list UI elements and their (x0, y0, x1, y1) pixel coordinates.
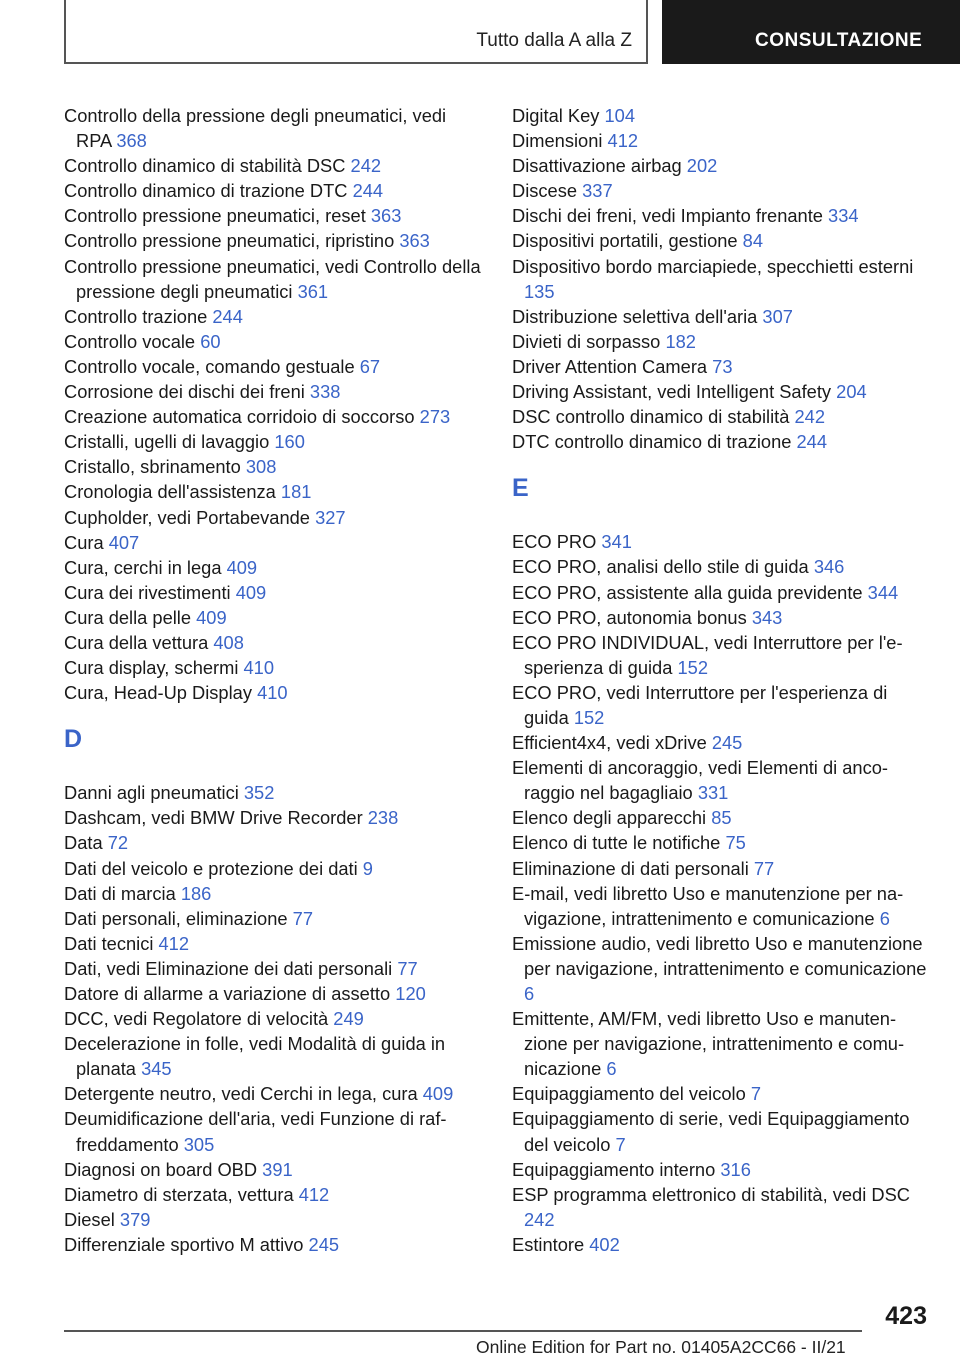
index-page-link[interactable]: 72 (107, 832, 129, 854)
index-entry (64, 228, 484, 253)
index-page-link[interactable]: 344 (867, 581, 899, 603)
index-entry-text: Cupholder, vedi Portabevande (64, 506, 310, 528)
index-entry-text: Emittente, AM/FM, vedi libretto Uso e manutenzione per navigazione, intrattenimento e comunicazione (512, 1008, 905, 1080)
index-entry (64, 354, 484, 379)
index-entry-text: Efficient4x4, vedi xDrive (512, 732, 707, 754)
footer-rule (64, 1330, 862, 1332)
index-entry (64, 178, 484, 203)
index-page-link[interactable]: 77 (397, 957, 418, 979)
index-entry (512, 931, 932, 1006)
header-chapter-title: CONSULTAZIONE (755, 30, 923, 51)
index-entry-text: Discese (512, 180, 578, 202)
index-entry (64, 1207, 484, 1232)
index-entry (64, 530, 484, 555)
index-entry (64, 780, 484, 805)
index-page-link[interactable]: 7 (615, 1133, 626, 1155)
index-entry-text: Cura display, schermi (64, 657, 239, 679)
index-entry (64, 1157, 484, 1182)
index-entry (512, 1182, 932, 1232)
index-entry (64, 830, 484, 855)
index-entry (64, 103, 484, 153)
index-page-link[interactable]: 77 (753, 857, 775, 879)
index-entry (64, 981, 484, 1006)
index-entry-text: Dimensioni (512, 130, 603, 152)
index-entry (64, 1081, 484, 1106)
index-page-link[interactable]: 363 (370, 205, 402, 227)
index-entry-text: Controllo pressione pneumatici, vedi Controllo della pressione degli pneumatici (64, 255, 481, 302)
index-page-link[interactable]: 104 (604, 105, 635, 126)
index-entry-text: Creazione automatica corridoio di soccorso (64, 406, 415, 428)
index-entry (512, 680, 932, 730)
index-entry-text: Datore di allarme a variazione di assetto (64, 983, 391, 1004)
index-entry (512, 730, 932, 755)
index-page-link[interactable]: 361 (297, 280, 329, 302)
index-page-link[interactable]: 6 (524, 983, 535, 1004)
index-entry-text: ECO PRO, analisi dello stile di guida (512, 556, 809, 578)
index-entry-text: Elenco di tutte le notifiche (512, 832, 721, 854)
index-entry (512, 1232, 932, 1257)
index-page-link[interactable]: 238 (367, 807, 399, 829)
index-page-link[interactable]: 368 (116, 130, 147, 152)
index-entry-text: Controllo trazione (64, 305, 208, 327)
index-page-link[interactable]: 379 (119, 1208, 151, 1230)
index-page-link[interactable]: 245 (308, 1233, 340, 1255)
index-entry-text: Diesel (64, 1208, 115, 1230)
index-page-link[interactable]: 391 (262, 1158, 293, 1180)
index-entry (64, 956, 484, 981)
index-page-link[interactable]: 242 (524, 1208, 555, 1230)
index-page-link[interactable]: 305 (183, 1133, 215, 1155)
index-entry-text: Differenziale sportivo M attivo (64, 1233, 304, 1255)
index-entry (64, 906, 484, 931)
index-entry (512, 228, 932, 253)
index-entry-text: Equipaggiamento interno (512, 1158, 716, 1180)
index-entry (512, 554, 932, 579)
index-entry (64, 931, 484, 956)
index-entry-text: Equipaggiamento di serie, vedi Equipaggiamento del veicolo (512, 1108, 910, 1155)
header-chapter-box (662, 0, 960, 64)
index-page-link[interactable]: 402 (589, 1233, 620, 1255)
index-entry-text: Equipaggiamento del veicolo (512, 1083, 746, 1105)
index-entry-text: Controllo della pressione degli pneumatici, vedi RPA (64, 105, 447, 152)
index-page-link[interactable]: 245 (711, 732, 743, 754)
index-entry (512, 856, 932, 881)
index-entry-text: Dischi dei freni, vedi Impianto frenante (512, 205, 823, 227)
index-page-link[interactable]: 182 (665, 330, 696, 352)
footer-edition: Online Edition for Part no. 01405A2CC66 - II/21 (476, 1337, 846, 1357)
index-entry-text: Estintore (512, 1233, 585, 1255)
index-page-link[interactable]: 308 (245, 456, 277, 478)
index-entry (512, 254, 932, 304)
index-entry (64, 805, 484, 830)
index-entry (64, 1006, 484, 1031)
index-entry (512, 881, 932, 931)
index-entry-text: ECO PRO (512, 531, 597, 553)
index-entry (64, 454, 484, 479)
index-entry-text: Data (64, 832, 103, 854)
index-entry (512, 1006, 932, 1081)
index-entry-text: Dati del veicolo e protezione dei dati (64, 857, 358, 879)
index-entry (512, 805, 932, 830)
index-entry (512, 630, 932, 680)
index-page-link[interactable]: 152 (677, 656, 708, 678)
index-page-link[interactable]: 85 (711, 807, 732, 829)
index-entry-text: Dati personali, eliminazione (64, 907, 288, 929)
index-entry-text: Dispositivi portatili, gestione (512, 230, 738, 252)
index-page-link[interactable]: 244 (212, 305, 243, 327)
index-page-link[interactable]: 334 (828, 205, 859, 227)
index-entry-text: ECO PRO, autonomia bonus (512, 606, 747, 628)
index-page-link[interactable]: 412 (158, 932, 190, 954)
index-entry-text: Cura della pelle (64, 606, 192, 628)
index-entry (64, 1031, 484, 1081)
index-page-link[interactable]: 345 (141, 1058, 172, 1080)
index-entry (512, 580, 932, 605)
index-letter-heading: D (64, 725, 83, 754)
index-page-link[interactable]: 409 (422, 1083, 454, 1105)
index-page-link[interactable]: 249 (333, 1008, 364, 1030)
index-entry-text: Controllo vocale (64, 330, 196, 352)
index-entry-text: Dati di marcia (64, 882, 176, 904)
index-entry-text: Cristallo, sbrinamento (64, 456, 241, 478)
index-page-link[interactable]: 409 (235, 581, 267, 603)
index-entry-text: ECO PRO, assistente alla guida previdente (512, 581, 863, 603)
index-page-link[interactable]: 6 (879, 907, 890, 929)
index-entry-text: DTC controllo dinamico di trazione (512, 431, 792, 453)
index-entry (64, 655, 484, 680)
index-letter-heading: E (512, 474, 529, 503)
index-page-link[interactable]: 408 (213, 631, 244, 653)
index-entry-text: Deumidificazione dell'aria, vedi Funzione di raffreddamento (64, 1108, 447, 1155)
index-entry (64, 555, 484, 580)
index-page-link[interactable]: 181 (280, 481, 312, 503)
index-page-link[interactable]: 84 (742, 230, 764, 252)
index-page-link[interactable]: 410 (257, 682, 288, 704)
index-entry (64, 1106, 484, 1156)
index-entry-text: Cura della vettura (64, 631, 209, 653)
index-entry-text: Controllo pressione pneumatici, reset (64, 205, 366, 227)
index-page-link[interactable]: 346 (813, 556, 845, 578)
index-page-link[interactable]: 120 (395, 983, 426, 1004)
index-entry (512, 429, 932, 454)
index-page-link[interactable]: 67 (359, 355, 381, 377)
index-entry (64, 304, 484, 329)
index-entry (512, 103, 932, 128)
index-entry-text: ECO PRO, vedi Interruttore per l'esperienza di guida (512, 681, 888, 728)
index-entry-text: Driving Assistant, vedi Intelligent Safety (512, 381, 832, 403)
index-page-link[interactable]: 410 (243, 657, 275, 679)
index-entry (512, 153, 932, 178)
index-entry (512, 830, 932, 855)
index-page-link[interactable]: 135 (524, 280, 555, 302)
index-entry-text: Disattivazione airbag (512, 155, 682, 177)
index-entry (64, 404, 484, 429)
index-entry (512, 128, 932, 153)
index-page-link[interactable]: 338 (309, 381, 341, 403)
index-entry-text: Dashcam, vedi BMW Drive Recorder (64, 807, 363, 829)
index-entry (64, 580, 484, 605)
index-page-link[interactable]: 316 (720, 1158, 751, 1180)
index-entry (64, 630, 484, 655)
index-entry-text: Controllo dinamico di trazione DTC (64, 180, 348, 202)
index-page-link[interactable]: 244 (352, 180, 384, 202)
index-entry-text: Cura dei rivestimenti (64, 581, 231, 603)
index-entry (64, 1232, 484, 1257)
index-entry (64, 429, 484, 454)
index-entry-text: Controllo dinamico di stabilità DSC (64, 155, 346, 177)
index-page-link[interactable]: 343 (751, 606, 783, 628)
index-entry (512, 178, 932, 203)
index-entry (512, 379, 932, 404)
index-page-link[interactable]: 331 (697, 782, 729, 804)
index-entry-text: Corrosione dei dischi dei freni (64, 381, 305, 403)
index-entry (64, 881, 484, 906)
index-page-link[interactable]: 244 (796, 431, 828, 453)
index-entry-text: Dati tecnici (64, 932, 154, 954)
index-entry (64, 329, 484, 354)
index-entry (512, 329, 932, 354)
index-entry-text: Decelerazione in folle, vedi Modalità di guida in planata (64, 1033, 446, 1080)
index-page-link[interactable]: 352 (243, 782, 275, 804)
index-entry (512, 203, 932, 228)
index-entry (64, 379, 484, 404)
page-number: 423 (885, 1302, 927, 1330)
index-entry-text: Controllo vocale, comando gestuale (64, 355, 355, 377)
index-page-link[interactable]: 412 (298, 1183, 330, 1205)
index-entry-text: Cronologia dell'assistenza (64, 481, 276, 503)
index-page-link[interactable]: 73 (712, 355, 733, 377)
index-page-link[interactable]: 327 (315, 506, 346, 528)
index-entry-text: DCC, vedi Regolatore di velocità (64, 1008, 329, 1030)
index-entry (512, 304, 932, 329)
index-entry-text: E-mail, vedi libretto Uso e manutenzione per navigazione, intrattenimento e comunicazione (512, 882, 904, 929)
index-entry (512, 354, 932, 379)
index-entry-text: Driver Attention Camera (512, 355, 708, 377)
index-entry-text: ECO PRO INDIVIDUAL, vedi Interruttore per l'esperienza di guida (512, 631, 903, 678)
index-entry (64, 1182, 484, 1207)
index-entry (64, 153, 484, 178)
index-entry (512, 1106, 932, 1156)
index-entry (64, 680, 484, 705)
index-entry (64, 605, 484, 630)
index-page-link[interactable]: 77 (292, 907, 313, 929)
index-entry (512, 529, 932, 554)
index-page-link[interactable]: 409 (196, 606, 227, 628)
index-page-link[interactable]: 6 (606, 1058, 617, 1080)
index-page-link[interactable]: 341 (601, 531, 632, 553)
index-page-link[interactable]: 412 (607, 130, 639, 152)
index-entry-text: Danni agli pneumatici (64, 782, 239, 804)
index-page-link[interactable]: 273 (419, 406, 451, 428)
index-entry-text: Diagnosi on board OBD (64, 1158, 258, 1180)
index-entry-text: Controllo pressione pneumatici, ripristino (64, 230, 395, 252)
index-page-link[interactable]: 9 (362, 857, 373, 879)
index-page-link[interactable]: 337 (582, 180, 613, 202)
index-page-link[interactable]: 60 (200, 330, 221, 352)
index-page-link[interactable]: 7 (750, 1083, 762, 1105)
index-page-link[interactable]: 307 (762, 305, 793, 327)
index-page-link[interactable]: 242 (350, 155, 382, 177)
index-entry-text: Cura, cerchi in lega (64, 556, 222, 578)
index-entry (64, 203, 484, 228)
index-column-left (64, 103, 484, 1257)
index-entry-text: Cura, Head-Up Display (64, 682, 252, 704)
index-page-link[interactable]: 407 (108, 531, 140, 553)
index-entry (64, 505, 484, 530)
index-entry-text: Divieti di sorpasso (512, 330, 661, 352)
index-page-link[interactable]: 152 (573, 706, 605, 728)
index-entry-text: Elenco degli apparecchi (512, 807, 707, 829)
index-entry (512, 1157, 932, 1182)
index-page-link[interactable]: 75 (725, 832, 746, 854)
index-entry-text: Distribuzione selettiva dell'aria (512, 305, 758, 327)
header-section-box (64, 0, 648, 64)
index-entry-text: DSC controllo dinamico di stabilità (512, 406, 790, 428)
index-page-link[interactable]: 160 (274, 431, 305, 453)
header-section-title: Tutto dalla A alla Z (476, 30, 632, 51)
index-entry-text: Digital Key (512, 105, 600, 126)
index-entry (64, 254, 484, 304)
index-page-link[interactable]: 202 (686, 155, 718, 177)
index-entry (64, 479, 484, 504)
index-entry (64, 856, 484, 881)
index-entry-text: ESP programma elettronico di stabilità, vedi DSC (512, 1183, 910, 1205)
index-entry-text: Dispositivo bordo marciapiede, specchietti esterni (512, 255, 914, 277)
index-entry (512, 755, 932, 805)
index-entry-text: Eliminazione di dati personali (512, 857, 749, 879)
index-page-link[interactable]: 204 (836, 381, 867, 403)
index-page-link[interactable]: 186 (180, 882, 212, 904)
index-page-link[interactable]: 363 (399, 230, 430, 252)
index-entry-text: Cura (64, 531, 104, 553)
index-entry (512, 605, 932, 630)
index-entry-text: Cristalli, ugelli di lavaggio (64, 431, 270, 453)
index-page-link[interactable]: 242 (794, 406, 825, 428)
index-entry-text: Emissione audio, vedi libretto Uso e manutenzione per navigazione, intrattenimento e comunicazione (512, 932, 927, 979)
index-entry (512, 404, 932, 429)
index-entry-text: Diametro di sterzata, vettura (64, 1183, 294, 1205)
index-column-right (512, 103, 932, 1257)
index-page-link[interactable]: 409 (226, 556, 258, 578)
index-entry (512, 1081, 932, 1106)
index-entry-text: Detergente neutro, vedi Cerchi in lega, cura (64, 1083, 418, 1105)
index-entry-text: Dati, vedi Eliminazione dei dati personali (64, 957, 393, 979)
index-entry-text: Elementi di ancoraggio, vedi Elementi di ancoraggio nel bagagliaio (512, 757, 888, 804)
